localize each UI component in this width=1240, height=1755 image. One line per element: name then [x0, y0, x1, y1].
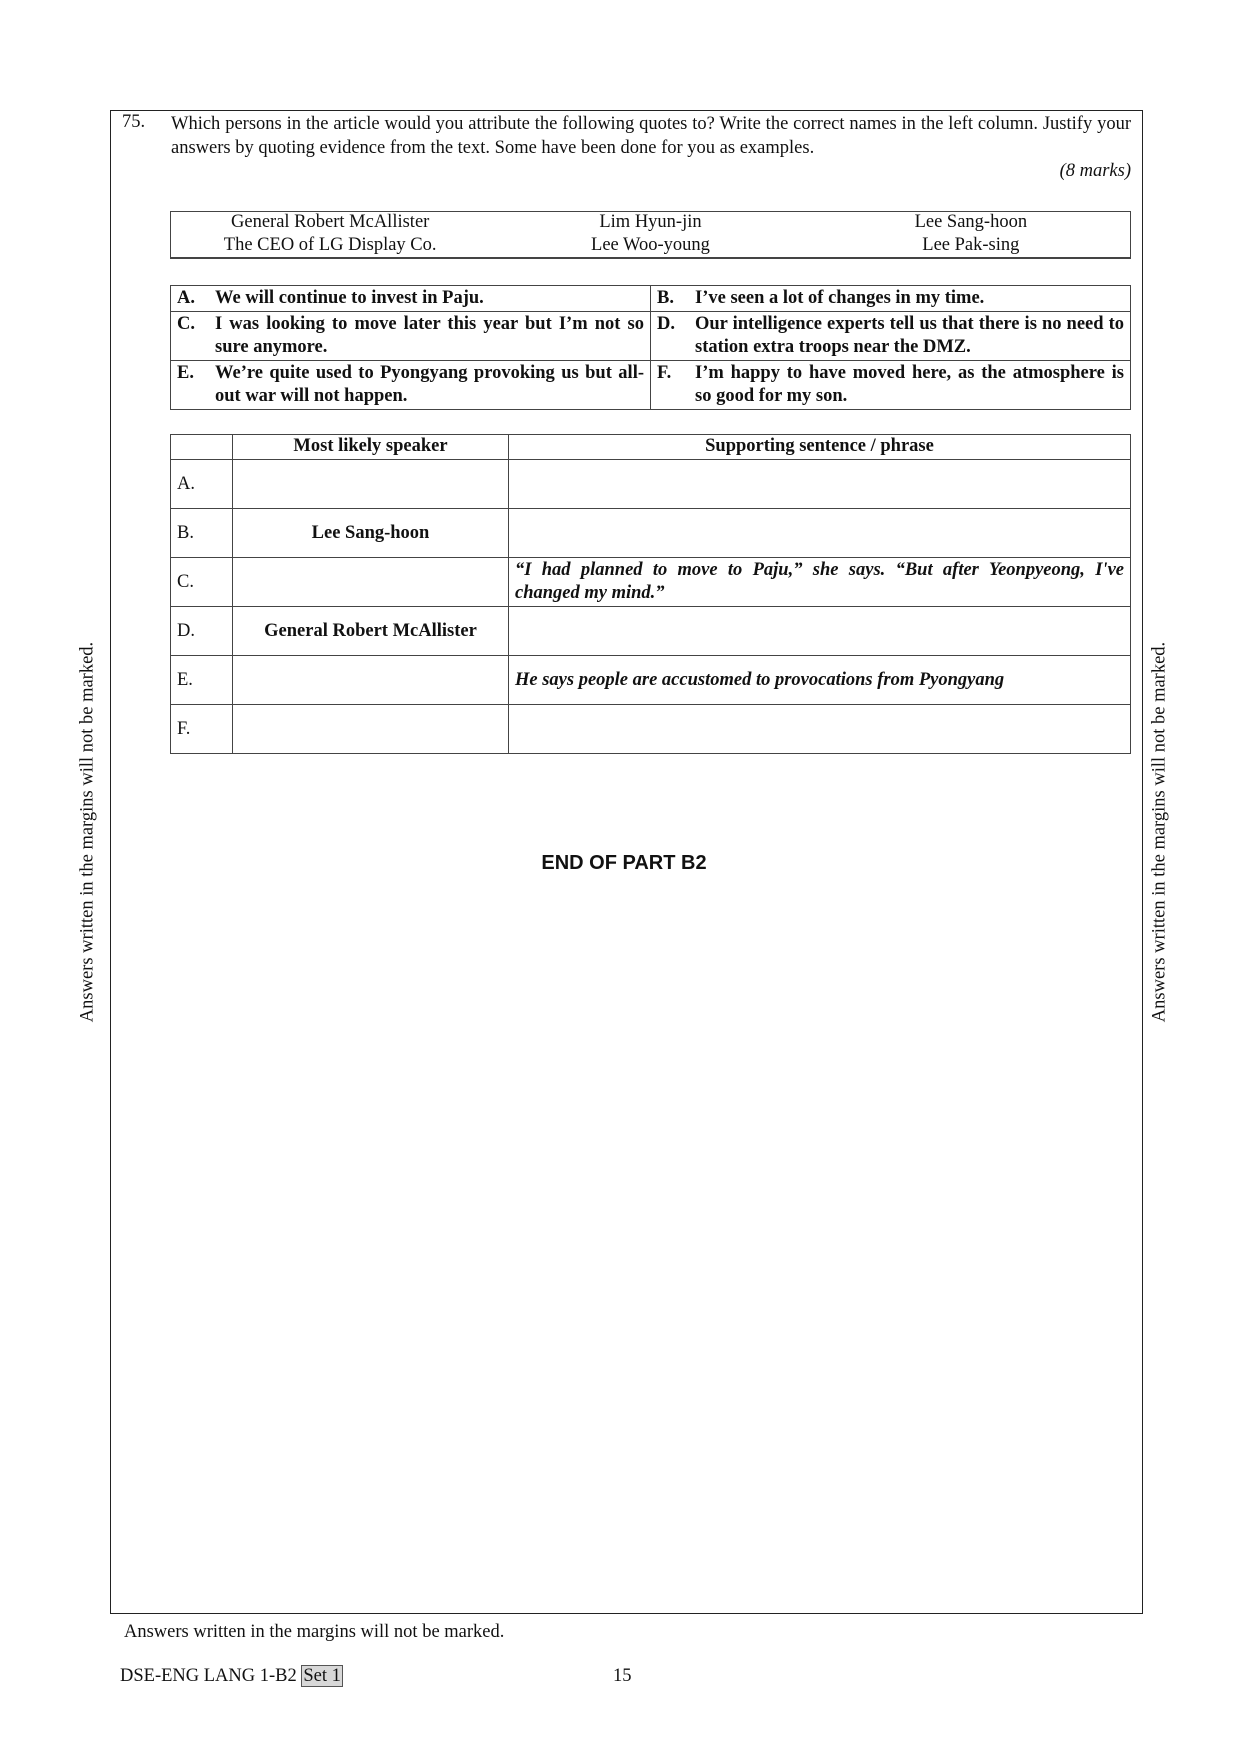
table-row [171, 558, 1131, 607]
quote-letter: E. [177, 363, 194, 383]
row-letter: B. [171, 509, 233, 558]
footer-code [120, 1666, 343, 1687]
evidence-field[interactable] [509, 607, 1131, 656]
row-letter: A. [171, 460, 233, 509]
question-text: Which persons in the article would you attribute the following quotes to? Write the correct names in the left column. Justify your answers by quoting evidence from the text. Some have been done for you as examples. [171, 114, 1131, 158]
quote-text: I was looking to move later this year but I’m not so sure anymore. [215, 314, 644, 357]
header-blank [171, 435, 233, 460]
quote-text: We’re quite used to Pyongyang provoking us but all-out war will not happen. [215, 363, 644, 406]
quote-letter: A. [177, 288, 195, 308]
quotes-table [170, 285, 1131, 410]
table-row [171, 460, 1131, 509]
footer-note: Answers written in the margins will not be marked. [124, 1622, 505, 1642]
header-evidence: Supporting sentence / phrase [509, 435, 1131, 460]
quote-letter: C. [177, 314, 195, 334]
answer-table [170, 434, 1131, 754]
names-table [170, 211, 1131, 257]
row-letter: C. [171, 558, 233, 607]
header-speaker: Most likely speaker [233, 435, 509, 460]
quote-d [657, 313, 1124, 359]
page-number: 15 [613, 1666, 632, 1686]
evidence-field[interactable] [509, 460, 1131, 509]
right-margin-note: Answers written in the margins will not be marked. [1149, 641, 1170, 1023]
name: Lee Pak-sing [922, 235, 1020, 255]
table-row [171, 607, 1131, 656]
evidence-field[interactable] [509, 509, 1131, 558]
quote-a [177, 287, 644, 310]
name: Lee Woo-young [591, 235, 710, 255]
quote-e [177, 362, 644, 408]
quote-letter: D. [657, 314, 675, 334]
quote-c [177, 313, 644, 359]
row-letter: F. [171, 705, 233, 754]
name: General Robert McAllister [231, 212, 430, 232]
evidence-field[interactable] [509, 705, 1131, 754]
row-letter: D. [171, 607, 233, 656]
speaker-field[interactable] [233, 558, 509, 607]
speaker-field[interactable]: Lee Sang-hoon [233, 509, 509, 558]
table-row [171, 656, 1131, 705]
set-label: Set 1 [303, 1666, 341, 1686]
quote-letter: F. [657, 363, 672, 383]
paper-code: DSE-ENG LANG 1-B2 [120, 1666, 297, 1686]
quote-f [657, 362, 1124, 408]
evidence-field[interactable]: “I had planned to move to Paju,” she says. “But after Yeonpyeong, I've changed my mind.” [509, 558, 1131, 607]
question-marks: (8 marks) [1059, 161, 1131, 181]
table-row [171, 705, 1131, 754]
quote-text: I’ve seen a lot of changes in my time. [695, 288, 985, 308]
name: The CEO of LG Display Co. [223, 235, 437, 255]
name: Lee Sang-hoon [914, 212, 1028, 232]
speaker-field[interactable] [233, 656, 509, 705]
quote-text: Our intelligence experts tell us that there is no need to station extra troops near the DMZ. [695, 314, 1124, 357]
quote-text: I’m happy to have moved here, as the atmosphere is so good for my son. [695, 363, 1124, 406]
table-row [171, 509, 1131, 558]
question-number: 75. [122, 112, 146, 132]
row-letter: E. [171, 656, 233, 705]
left-margin-note: Answers written in the margins will not be marked. [77, 641, 98, 1023]
evidence-field[interactable]: He says people are accustomed to provocations from Pyongyang [509, 656, 1131, 705]
quote-letter: B. [657, 288, 674, 308]
name: Lim Hyun-jin [599, 212, 702, 232]
speaker-field[interactable] [233, 705, 509, 754]
quote-b [657, 287, 1124, 310]
end-of-part: END OF PART B2 [541, 852, 707, 874]
quote-text: We will continue to invest in Paju. [215, 288, 484, 308]
speaker-field[interactable]: General Robert McAllister [233, 607, 509, 656]
speaker-field[interactable] [233, 460, 509, 509]
